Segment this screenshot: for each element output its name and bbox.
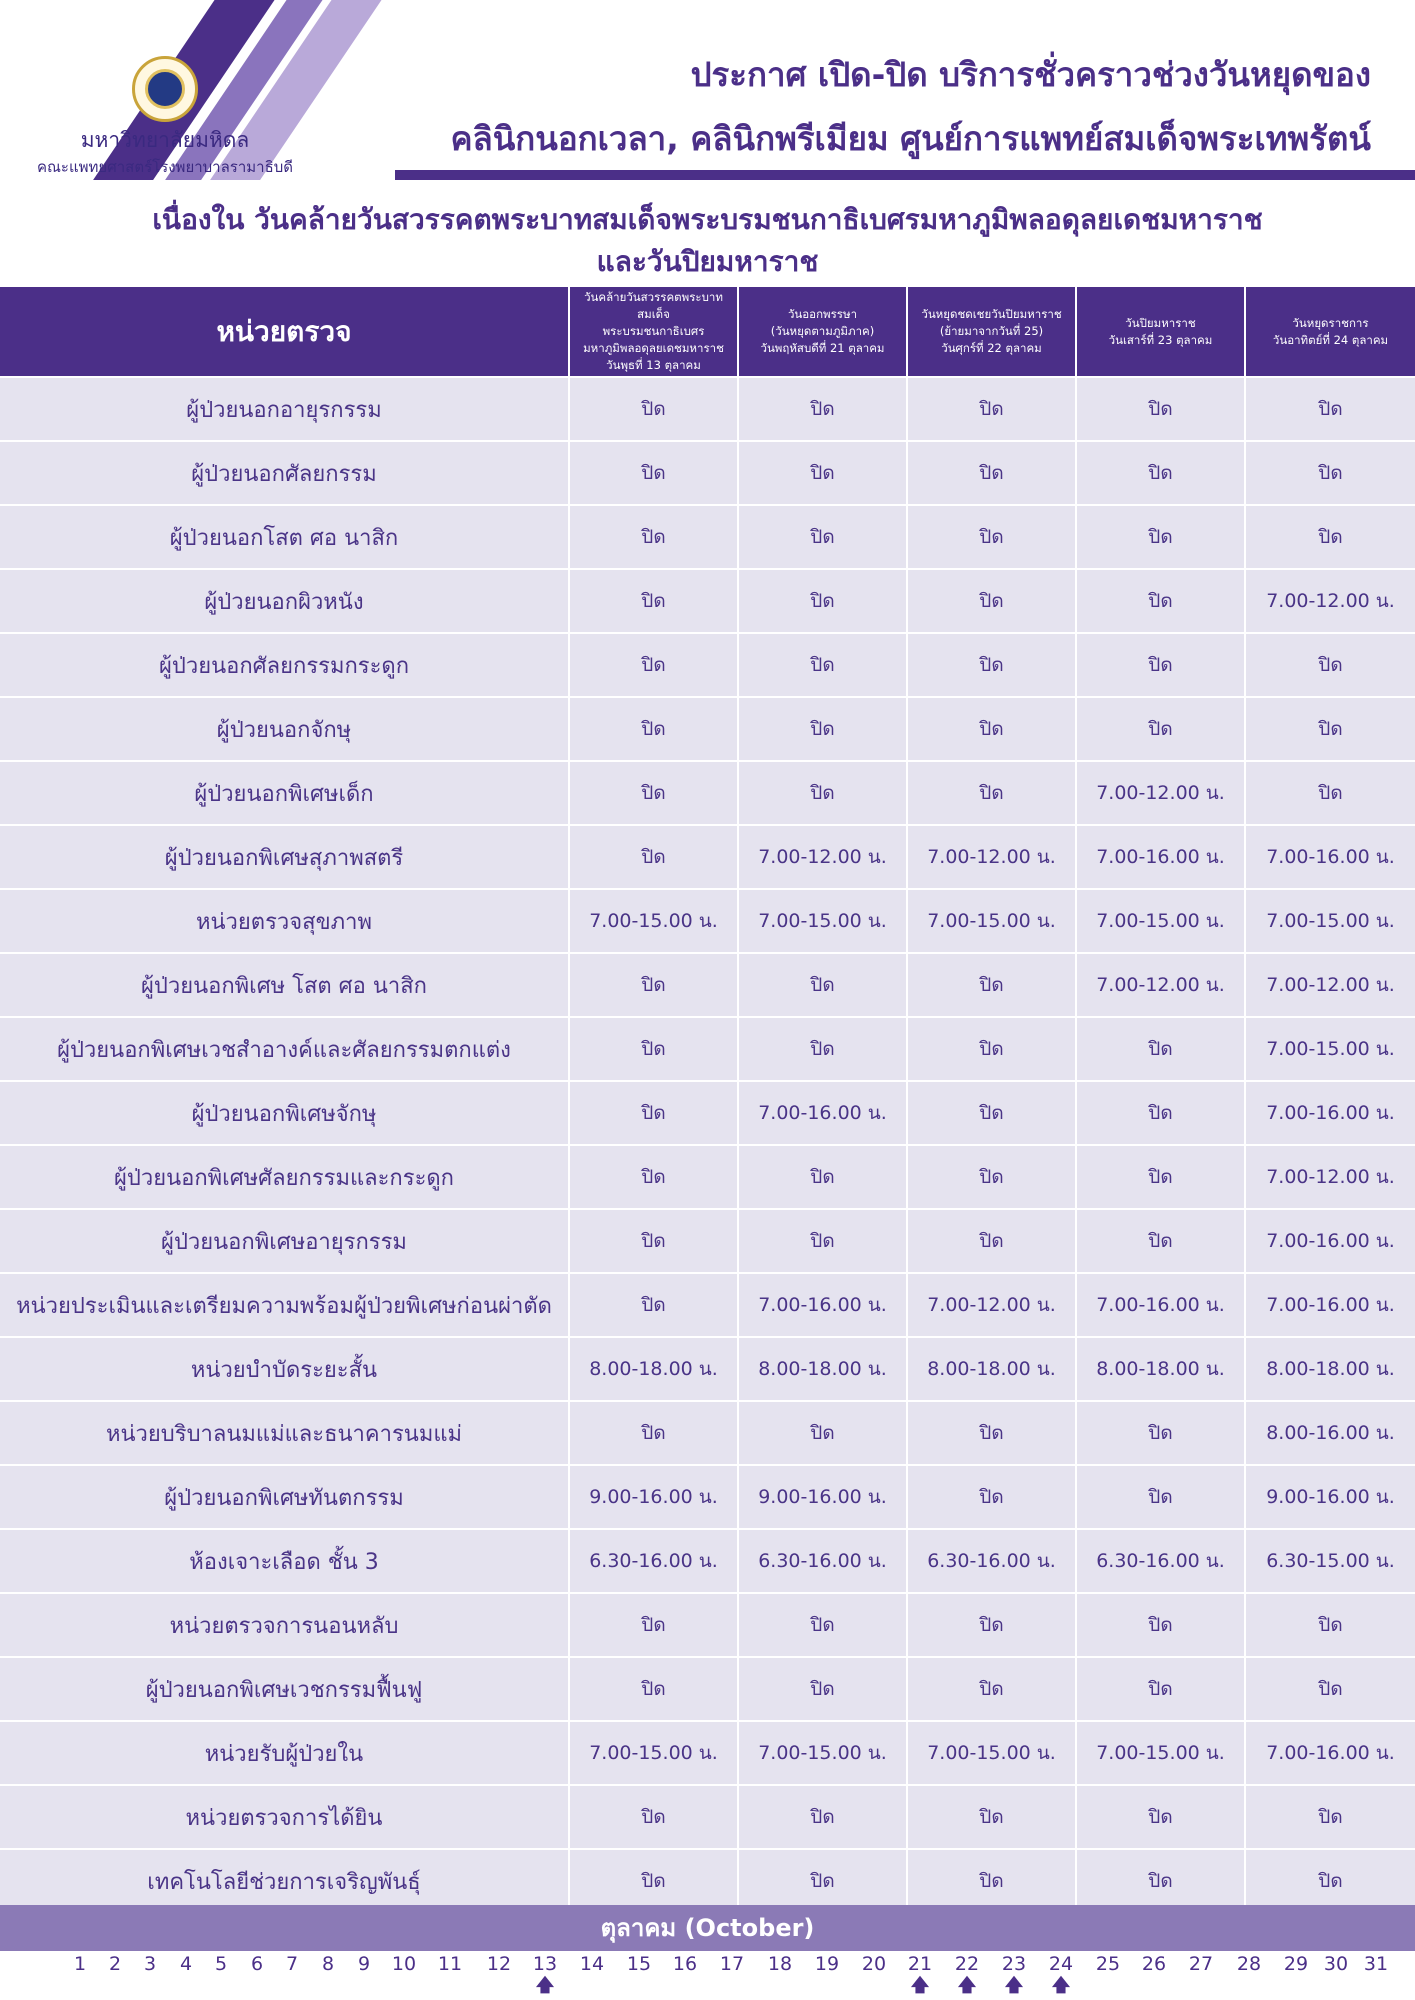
table-body: [0, 376, 1415, 1912]
schedule-cell: ปิด: [568, 1208, 737, 1272]
up-arrow-icon: 🡅: [1004, 1975, 1024, 1996]
up-arrow-icon: 🡅: [910, 1975, 930, 1996]
calendar-day-number: 17: [719, 1953, 745, 1975]
schedule-cell: 7.00-12.00 น.: [1075, 952, 1244, 1016]
table-row: [0, 696, 1415, 760]
schedule-cell: 6.30-16.00 น.: [737, 1528, 906, 1592]
unit-name-cell: ห้องเจาะเลือด ชั้น 3: [0, 1528, 568, 1592]
table-row: [0, 1144, 1415, 1208]
schedule-cell: ปิด: [1244, 760, 1415, 824]
schedule-cell: ปิด: [1075, 376, 1244, 440]
schedule-cell: 7.00-15.00 น.: [1075, 888, 1244, 952]
occasion-subtitle-line2: และวันปิยมหาราช: [596, 245, 819, 278]
schedule-cell: ปิด: [1075, 1592, 1244, 1656]
calendar-day-number: 28: [1236, 1953, 1262, 1975]
calendar-day-number: 6: [250, 1953, 264, 1975]
calendar-day: [577, 1952, 607, 1976]
unit-name-cell: ผู้ป่วยนอกศัลยกรรมกระดูก: [0, 632, 568, 696]
unit-name-cell: ผู้ป่วยนอกศัลยกรรม: [0, 440, 568, 504]
table-row: [0, 1272, 1415, 1336]
schedule-cell: ปิด: [1075, 1400, 1244, 1464]
schedule-cell: 8.00-18.00 น.: [1075, 1336, 1244, 1400]
schedule-cell: ปิด: [1075, 568, 1244, 632]
schedule-cell: 7.00-12.00 น.: [906, 824, 1075, 888]
calendar-day-number: 10: [391, 1953, 417, 1975]
schedule-cell: ปิด: [906, 952, 1075, 1016]
schedule-cell: ปิด: [906, 1400, 1075, 1464]
unit-column-header: หน่วยตรวจ: [0, 287, 568, 376]
schedule-cell: ปิด: [568, 504, 737, 568]
schedule-cell: ปิด: [1244, 1656, 1415, 1720]
schedule-cell: 7.00-15.00 น.: [906, 1720, 1075, 1784]
schedule-cell: ปิด: [1075, 440, 1244, 504]
table-row: [0, 568, 1415, 632]
calendar-day-number: 26: [1141, 1953, 1167, 1975]
calendar-day-number: 8: [321, 1953, 335, 1975]
calendar-day: [389, 1952, 419, 1976]
calendar-day: [65, 1952, 95, 1976]
unit-name-cell: หน่วยบำบัดระยะสั้น: [0, 1336, 568, 1400]
calendar-day: [277, 1952, 307, 1976]
schedule-cell: ปิด: [1244, 376, 1415, 440]
schedule-cell: 9.00-16.00 น.: [568, 1464, 737, 1528]
schedule-cell: 7.00-12.00 น.: [1075, 760, 1244, 824]
day-column-header: วันคล้ายวันสวรรคตพระบาทสมเด็จ พระบรมชนกาธิเบศร มหาภูมิพลอดุลยเดชมหาราช วันพุธที่ 13 ตุลาคม: [568, 287, 737, 376]
schedule-cell: ปิด: [737, 1144, 906, 1208]
unit-name-cell: ผู้ป่วยนอกอายุรกรรม: [0, 376, 568, 440]
unit-name-cell: ผู้ป่วยนอกโสต ศอ นาสิก: [0, 504, 568, 568]
calendar-day: [171, 1952, 201, 1976]
schedule-cell: 7.00-15.00 น.: [737, 1720, 906, 1784]
schedule-cell: ปิด: [906, 1144, 1075, 1208]
calendar-day-number: 31: [1363, 1953, 1389, 1975]
schedule-cell: 7.00-16.00 น.: [1244, 1720, 1415, 1784]
schedule-cell: ปิด: [568, 760, 737, 824]
schedule-cell: ปิด: [1075, 1848, 1244, 1912]
schedule-cell: ปิด: [568, 1848, 737, 1912]
day-column-header: วันปิยมหาราช วันเสาร์ที่ 23 ตุลาคม: [1075, 287, 1244, 376]
calendar-day-number: 3: [143, 1953, 157, 1975]
schedule-cell: 7.00-15.00 น.: [737, 888, 906, 952]
university-seal-icon: [132, 56, 198, 122]
unit-name-cell: ผู้ป่วยนอกพิเศษ โสต ศอ นาสิก: [0, 952, 568, 1016]
schedule-cell: ปิด: [568, 696, 737, 760]
schedule-cell: 7.00-15.00 น.: [1075, 1720, 1244, 1784]
calendar-day-number: 16: [672, 1953, 698, 1975]
calendar-day-number: 1: [73, 1953, 87, 1975]
table-row: [0, 760, 1415, 824]
unit-name-cell: ผู้ป่วยนอกพิเศษทันตกรรม: [0, 1464, 568, 1528]
schedule-cell: ปิด: [568, 632, 737, 696]
calendar-day: [624, 1952, 654, 1976]
schedule-cell: 6.30-16.00 น.: [1075, 1528, 1244, 1592]
schedule-cell: ปิด: [568, 440, 737, 504]
calendar-day: [135, 1952, 165, 1976]
schedule-cell: 7.00-12.00 น.: [906, 1272, 1075, 1336]
schedule-cell: ปิด: [737, 568, 906, 632]
unit-name-cell: หน่วยตรวจการได้ยิน: [0, 1784, 568, 1848]
announcement-title-line2: คลินิกนอกเวลา, คลินิกพรีเมียม ศูนย์การแพทย์สมเด็จพระเทพรัตน์: [450, 119, 1371, 158]
schedule-cell: ปิด: [906, 568, 1075, 632]
unit-name-cell: ผู้ป่วยนอกพิเศษเด็ก: [0, 760, 568, 824]
table-row: [0, 1656, 1415, 1720]
table-header-row: [0, 287, 1415, 376]
calendar-day: [812, 1952, 842, 1976]
table-row: [0, 952, 1415, 1016]
schedule-cell: ปิด: [1244, 1848, 1415, 1912]
table-row: [0, 440, 1415, 504]
schedule-cell: ปิด: [568, 1400, 737, 1464]
schedule-cell: 7.00-12.00 น.: [1244, 568, 1415, 632]
schedule-cell: 7.00-16.00 น.: [1244, 1272, 1415, 1336]
calendar-day-number: 11: [437, 1953, 463, 1975]
calendar-day: [670, 1952, 700, 1976]
schedule-cell: 7.00-16.00 น.: [1244, 1208, 1415, 1272]
unit-name-cell: หน่วยบริบาลนมแม่และธนาคารนมแม่: [0, 1400, 568, 1464]
schedule-cell: ปิด: [737, 1592, 906, 1656]
schedule-cell: ปิด: [1244, 632, 1415, 696]
unit-name-cell: หน่วยตรวจการนอนหลับ: [0, 1592, 568, 1656]
schedule-cell: ปิด: [568, 1272, 737, 1336]
schedule-cell: ปิด: [1244, 504, 1415, 568]
table-row: [0, 1080, 1415, 1144]
schedule-cell: 7.00-16.00 น.: [737, 1272, 906, 1336]
calendar-day: [206, 1952, 236, 1976]
up-arrow-icon: 🡅: [535, 1975, 555, 1996]
unit-name-cell: ผู้ป่วยนอกพิเศษอายุรกรรม: [0, 1208, 568, 1272]
calendar-day-number: 2: [108, 1953, 122, 1975]
schedule-cell: 6.30-15.00 น.: [1244, 1528, 1415, 1592]
calendar-day-number: 25: [1095, 1953, 1121, 1975]
schedule-cell: 8.00-18.00 น.: [906, 1336, 1075, 1400]
schedule-cell: ปิด: [1244, 696, 1415, 760]
calendar-day-number: 15: [626, 1953, 652, 1975]
schedule-cell: 7.00-15.00 น.: [1244, 888, 1415, 952]
schedule-cell: 7.00-16.00 น.: [1075, 1272, 1244, 1336]
table-row: [0, 1848, 1415, 1912]
up-arrow-icon: 🡅: [957, 1975, 977, 1996]
unit-name-cell: ผู้ป่วยนอกพิเศษเวชสำอางค์และศัลยกรรมตกแต่ง: [0, 1016, 568, 1080]
schedule-cell: ปิด: [568, 824, 737, 888]
calendar-day-number: 24: [1048, 1953, 1074, 1975]
schedule-cell: ปิด: [737, 504, 906, 568]
calendar-day: [1281, 1952, 1311, 1976]
calendar-day: [435, 1952, 465, 1976]
calendar-day-number: 20: [861, 1953, 887, 1975]
schedule-cell: ปิด: [737, 1400, 906, 1464]
schedule-cell: ปิด: [1075, 1784, 1244, 1848]
schedule-cell: ปิด: [906, 696, 1075, 760]
table-row: [0, 1464, 1415, 1528]
schedule-cell: ปิด: [906, 504, 1075, 568]
calendar-day: [1093, 1952, 1123, 1976]
header: [0, 0, 1415, 180]
schedule-cell: ปิด: [737, 1016, 906, 1080]
calendar-day-number: 19: [814, 1953, 840, 1975]
calendar-day: [952, 1952, 982, 1996]
calendar-day: [765, 1952, 795, 1976]
schedule-cell: ปิด: [737, 440, 906, 504]
calendar-day-number: 7: [285, 1953, 299, 1975]
unit-name-cell: ผู้ป่วยนอกพิเศษเวชกรรมฟื้นฟู: [0, 1656, 568, 1720]
schedule-cell: ปิด: [1075, 1208, 1244, 1272]
schedule-cell: ปิด: [906, 1016, 1075, 1080]
table-row: [0, 1784, 1415, 1848]
table-row: [0, 1336, 1415, 1400]
faculty-name: คณะแพทยศาสตร์โรงพยาบาลรามาธิบดี: [36, 158, 294, 176]
calendar-day: [1321, 1952, 1351, 1976]
schedule-cell: ปิด: [737, 1784, 906, 1848]
schedule-cell: 7.00-16.00 น.: [737, 1080, 906, 1144]
schedule-cell: 8.00-18.00 น.: [568, 1336, 737, 1400]
day-column-header: วันหยุดราชการ วันอาทิตย์ที่ 24 ตุลาคม: [1244, 287, 1415, 376]
calendar-day: [100, 1952, 130, 1976]
unit-name-cell: ผู้ป่วยนอกพิเศษศัลยกรรมและกระดูก: [0, 1144, 568, 1208]
calendar-day: [1046, 1952, 1076, 1996]
schedule-cell: 7.00-16.00 น.: [1075, 824, 1244, 888]
schedule-cell: 7.00-12.00 น.: [1244, 1144, 1415, 1208]
table-row: [0, 888, 1415, 952]
unit-name-cell: ผู้ป่วยนอกพิเศษสุภาพสตรี: [0, 824, 568, 888]
calendar-day-number: 4: [179, 1953, 193, 1975]
schedule-cell: 7.00-15.00 น.: [906, 888, 1075, 952]
calendar-day: [999, 1952, 1029, 1996]
schedule-cell: ปิด: [737, 1656, 906, 1720]
schedule-cell: ปิด: [906, 1080, 1075, 1144]
schedule-cell: ปิด: [1244, 1784, 1415, 1848]
calendar-day-number: 30: [1323, 1953, 1349, 1975]
schedule-cell: ปิด: [1075, 632, 1244, 696]
schedule-cell: 7.00-15.00 น.: [1244, 1016, 1415, 1080]
schedule-cell: ปิด: [737, 376, 906, 440]
calendar-day-number: 9: [357, 1953, 371, 1975]
schedule-cell: 8.00-16.00 น.: [1244, 1400, 1415, 1464]
schedule-cell: ปิด: [1244, 440, 1415, 504]
schedule-cell: ปิด: [906, 440, 1075, 504]
calendar-day: [1234, 1952, 1264, 1976]
calendar-day: [1361, 1952, 1391, 1976]
schedule-cell: 8.00-18.00 น.: [1244, 1336, 1415, 1400]
schedule-cell: 7.00-15.00 น.: [568, 1720, 737, 1784]
unit-name-cell: ผู้ป่วยนอกพิเศษจักษุ: [0, 1080, 568, 1144]
table-row: [0, 1016, 1415, 1080]
schedule-cell: 7.00-16.00 น.: [1244, 824, 1415, 888]
calendar-day: [242, 1952, 272, 1976]
schedule-cell: ปิด: [568, 1592, 737, 1656]
schedule-cell: ปิด: [568, 1080, 737, 1144]
schedule-cell: ปิด: [906, 1592, 1075, 1656]
table-row: [0, 1400, 1415, 1464]
table-row: [0, 504, 1415, 568]
occasion-subtitle-line1: เนื่องใน วันคล้ายวันสวรรคตพระบาทสมเด็จพระบรมชนกาธิเบศรมหาภูมิพลอดุลยเดชมหาราช: [152, 203, 1263, 236]
schedule-cell: ปิด: [1075, 1656, 1244, 1720]
unit-name-cell: เทคโนโลยีช่วยการเจริญพันธุ์: [0, 1848, 568, 1912]
day-column-header: วันหยุดชดเชยวันปิยมหาราช (ย้ายมาจากวันที่ 25) วันศุกร์ที่ 22 ตุลาคม: [906, 287, 1075, 376]
table-row: [0, 1720, 1415, 1784]
schedule-cell: ปิด: [906, 1848, 1075, 1912]
table-row: [0, 1592, 1415, 1656]
schedule-cell: 6.30-16.00 น.: [568, 1528, 737, 1592]
schedule-cell: 8.00-18.00 น.: [737, 1336, 906, 1400]
table-row: [0, 824, 1415, 888]
schedule-cell: ปิด: [568, 1784, 737, 1848]
up-arrow-icon: 🡅: [1051, 1975, 1071, 1996]
announcement-title-line1: ประกาศ เปิด-ปิด บริการชั่วคราวช่วงวันหยุดของ: [690, 55, 1371, 94]
calendar-day: [313, 1952, 343, 1976]
schedule-cell: ปิด: [1075, 504, 1244, 568]
schedule-cell: 9.00-16.00 น.: [1244, 1464, 1415, 1528]
schedule-cell: ปิด: [1075, 1464, 1244, 1528]
schedule-cell: ปิด: [906, 632, 1075, 696]
schedule-cell: ปิด: [568, 568, 737, 632]
schedule-cell: 7.00-15.00 น.: [568, 888, 737, 952]
calendar-day-number: 12: [486, 1953, 512, 1975]
schedule-cell: ปิด: [1075, 1080, 1244, 1144]
calendar-day-number: 29: [1283, 1953, 1309, 1975]
schedule-cell: ปิด: [1075, 1016, 1244, 1080]
calendar-day-number: 14: [579, 1953, 605, 1975]
schedule-cell: ปิด: [568, 952, 737, 1016]
calendar-day: [484, 1952, 514, 1976]
schedule-cell: ปิด: [906, 760, 1075, 824]
unit-name-cell: ผู้ป่วยนอกจักษุ: [0, 696, 568, 760]
unit-name-cell: หน่วยประเมินและเตรียมความพร้อมผู้ป่วยพิเศษก่อนผ่าตัด: [0, 1272, 568, 1336]
calendar-day: [530, 1952, 560, 1996]
calendar-day-number: 27: [1188, 1953, 1214, 1975]
table-row: [0, 632, 1415, 696]
table-row: [0, 376, 1415, 440]
schedule-cell: ปิด: [906, 1464, 1075, 1528]
schedule-cell: 6.30-16.00 น.: [906, 1528, 1075, 1592]
table-row: [0, 1528, 1415, 1592]
calendar-day-number: 21: [907, 1953, 933, 1975]
calendar-day: [1186, 1952, 1216, 1976]
schedule-cell: ปิด: [568, 1144, 737, 1208]
schedule-cell: ปิด: [737, 632, 906, 696]
day-column-header: วันออกพรรษา (วันหยุดตามภูมิภาค) วันพฤหัสบดีที่ 21 ตุลาคม: [737, 287, 906, 376]
schedule-cell: ปิด: [737, 696, 906, 760]
calendar-day: [859, 1952, 889, 1976]
schedule-cell: 7.00-16.00 น.: [1244, 1080, 1415, 1144]
unit-name-cell: ผู้ป่วยนอกผิวหนัง: [0, 568, 568, 632]
unit-name-cell: หน่วยรับผู้ป่วยใน: [0, 1720, 568, 1784]
unit-name-cell: หน่วยตรวจสุขภาพ: [0, 888, 568, 952]
calendar-day-number: 5: [214, 1953, 228, 1975]
table-row: [0, 1208, 1415, 1272]
calendar-day-number: 22: [954, 1953, 980, 1975]
schedule-cell: ปิด: [737, 1848, 906, 1912]
calendar-day: [1139, 1952, 1169, 1976]
calendar-days: [0, 1952, 1415, 2000]
schedule-cell: ปิด: [737, 1208, 906, 1272]
university-name: มหาวิทยาลัยมหิดล: [80, 128, 250, 152]
calendar-day: [717, 1952, 747, 1976]
schedule-cell: 7.00-12.00 น.: [1244, 952, 1415, 1016]
schedule-cell: ปิด: [906, 376, 1075, 440]
schedule-cell: ปิด: [568, 1016, 737, 1080]
header-underline-bar: [395, 170, 1415, 180]
schedule-cell: ปิด: [906, 1656, 1075, 1720]
schedule-cell: 7.00-12.00 น.: [737, 824, 906, 888]
calendar-day-number: 18: [767, 1953, 793, 1975]
schedule-cell: ปิด: [1075, 696, 1244, 760]
schedule-cell: ปิด: [906, 1784, 1075, 1848]
schedule-cell: ปิด: [1244, 1592, 1415, 1656]
calendar-day: [905, 1952, 935, 1996]
schedule-cell: ปิด: [568, 376, 737, 440]
schedule-cell: 9.00-16.00 น.: [737, 1464, 906, 1528]
month-label: ตุลาคม (October): [0, 1905, 1415, 1951]
calendar-day-number: 13: [532, 1953, 558, 1975]
schedule-table: [0, 287, 1415, 1912]
schedule-cell: ปิด: [1075, 1144, 1244, 1208]
calendar-day: [349, 1952, 379, 1976]
schedule-cell: ปิด: [737, 952, 906, 1016]
calendar-day-number: 23: [1001, 1953, 1027, 1975]
schedule-cell: ปิด: [568, 1656, 737, 1720]
schedule-cell: ปิด: [737, 760, 906, 824]
schedule-cell: ปิด: [906, 1208, 1075, 1272]
